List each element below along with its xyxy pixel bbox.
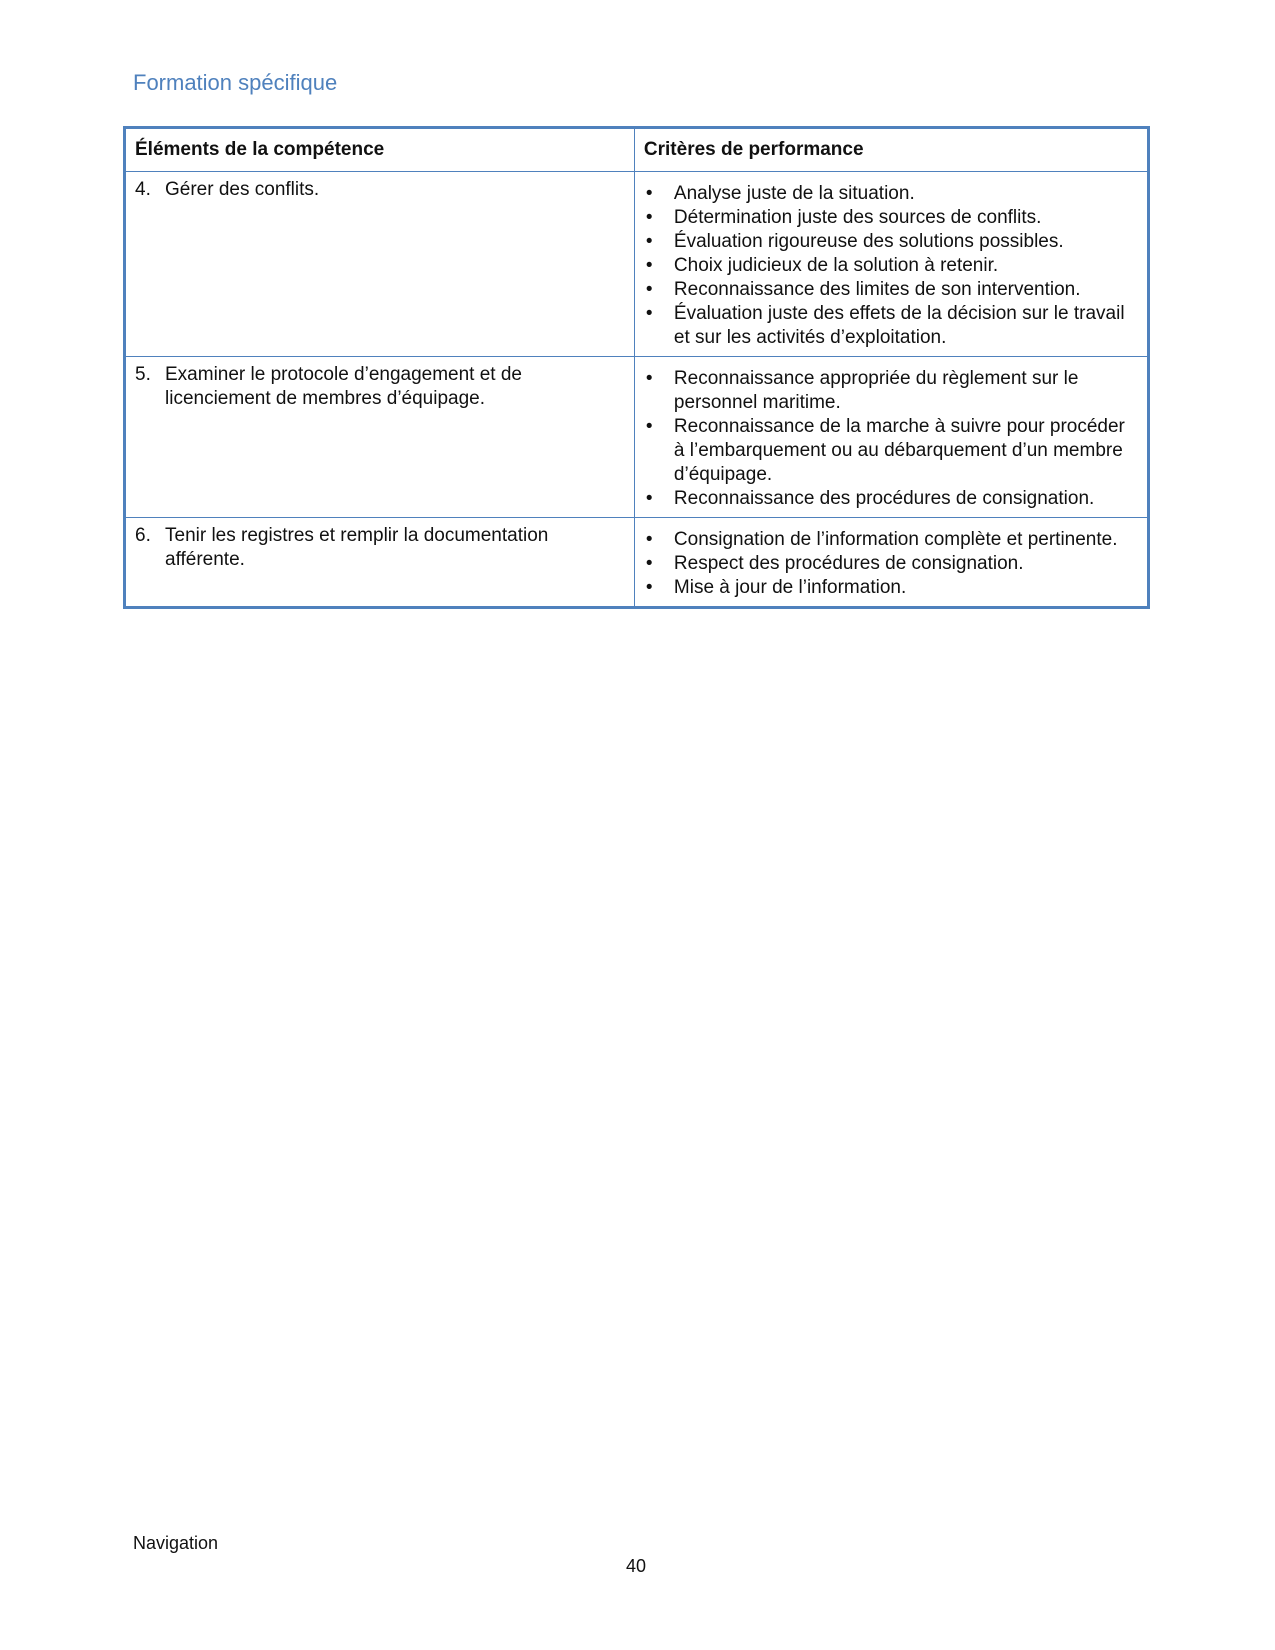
criteria-item [644, 367, 1139, 415]
element-text: Examiner le protocole d’engagement et de licenciement de membres d’équipage. [165, 364, 523, 409]
element-item [135, 178, 626, 202]
element-cell [125, 357, 635, 518]
criteria-text: Choix judicieux de la solution à retenir. [673, 255, 999, 276]
elements-column-header: Éléments de la compétence [125, 128, 635, 172]
page-number: 40 [626, 1556, 647, 1576]
criteria-item [644, 487, 1139, 511]
bullet-icon: • [645, 416, 653, 437]
criteria-text: Consignation de l’information complète et pertinente. [673, 529, 1118, 550]
criteria-text: Reconnaissance des limites de son intervention. [673, 279, 1081, 300]
bullet-icon: • [645, 207, 653, 228]
bullet-icon: • [645, 255, 653, 276]
criteria-item [644, 254, 1139, 278]
table-row [125, 518, 1149, 608]
criteria-text: Évaluation juste des effets de la décision sur le travail et sur les activités d’exploitation. [673, 303, 1125, 348]
criteria-text: Respect des procédures de consignation. [673, 553, 1024, 574]
criteria-list [644, 528, 1139, 600]
criteria-item [644, 528, 1139, 552]
section-title: Formation spécifique [133, 70, 338, 95]
criteria-text: Mise à jour de l’information. [673, 577, 907, 598]
bullet-icon: • [645, 553, 653, 574]
element-cell [125, 518, 635, 608]
bullet-icon: • [645, 231, 653, 252]
criteria-item [644, 182, 1139, 206]
criteria-text: Reconnaissance appropriée du règlement sur le personnel maritime. [673, 368, 1079, 413]
criteria-text: Reconnaissance de la marche à suivre pour procéder à l’embarquement ou au débarquement d’un membre d’équipage. [673, 416, 1125, 485]
competence-table [123, 126, 1150, 609]
bullet-icon: • [645, 529, 653, 550]
table-header-row [125, 128, 1149, 172]
element-number: 4. [135, 179, 151, 200]
bullet-icon: • [645, 183, 653, 204]
criteria-cell [634, 518, 1148, 608]
element-item [135, 524, 626, 572]
element-item [135, 363, 626, 411]
criteria-column-header: Critères de performance [634, 128, 1148, 172]
criteria-item [644, 552, 1139, 576]
criteria-item [644, 278, 1139, 302]
criteria-text: Détermination juste des sources de conflits. [673, 207, 1042, 228]
criteria-item [644, 230, 1139, 254]
criteria-text: Reconnaissance des procédures de consignation. [673, 488, 1095, 509]
element-text: Gérer des conflits. [165, 179, 320, 200]
footer-program-name: Navigation [133, 1533, 219, 1553]
element-number: 6. [135, 525, 151, 546]
bullet-icon: • [645, 303, 653, 324]
table-row [125, 357, 1149, 518]
criteria-list [644, 367, 1139, 511]
bullet-icon: • [645, 577, 653, 598]
element-text: Tenir les registres et remplir la documentation afférente. [165, 525, 549, 570]
criteria-cell [634, 172, 1148, 357]
criteria-item [644, 302, 1139, 350]
element-cell [125, 172, 635, 357]
bullet-icon: • [645, 368, 653, 389]
table-row [125, 172, 1149, 357]
criteria-item [644, 206, 1139, 230]
criteria-cell [634, 357, 1148, 518]
element-number: 5. [135, 364, 151, 385]
criteria-list [644, 182, 1139, 350]
criteria-item [644, 576, 1139, 600]
criteria-item [644, 415, 1139, 487]
criteria-text: Évaluation rigoureuse des solutions possibles. [673, 231, 1064, 252]
bullet-icon: • [645, 488, 653, 509]
bullet-icon: • [645, 279, 653, 300]
criteria-text: Analyse juste de la situation. [673, 183, 915, 204]
